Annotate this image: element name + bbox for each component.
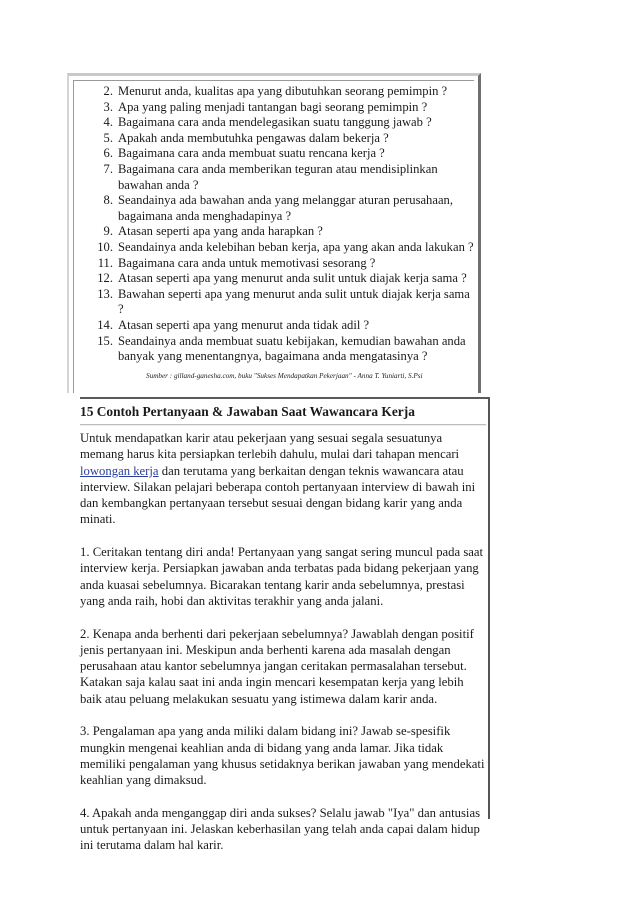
- question-number: 10.: [97, 239, 113, 254]
- question-text: Seandainya anda kelebihan beban kerja, apa yang akan anda lakukan ?: [118, 239, 474, 254]
- question-text: Seandainya ada bawahan anda yang melanggar aturan perusahaan, bagaimana anda menghadapinya ?: [118, 193, 453, 223]
- source-citation: Sumber : gilland-ganesha.com, buku "Sukses Mendapatkan Pekerjaan" - Anna T. Yuniarti, S.Psi: [146, 372, 423, 380]
- question-item: [83, 84, 478, 100]
- intro-text-after: dan terutama yang berkaitan dengan teknis wawancara atau interview. Silakan pelajari beberapa contoh pertanyaan interview di bawah ini dan kembangkan pertanyaan tersebut sesuai dengan bidang karir yang anda minati.: [80, 463, 476, 527]
- intro-paragraph: [80, 430, 486, 528]
- question-text: Apa yang paling menjadi tantangan bagi seorang pemimpin ?: [118, 99, 428, 114]
- question-number: 3.: [103, 99, 113, 114]
- question-text: Atasan seperti apa yang anda harapkan ?: [118, 224, 323, 239]
- article-body: [80, 430, 486, 870]
- question-number: 8.: [103, 193, 113, 208]
- article-panel: [80, 397, 490, 853]
- question-item: [83, 224, 478, 240]
- answer-paragraph-3: 3. Pengalaman apa yang anda miliki dalam bidang ini? Jawab se-spesifik mungkin mengenai keahlian anda di bidang yang anda lamar. Jika tidak memiliki pengalaman yang khusus setidaknya berikan jawaban yang mendekati keahlian yang dimaksud.: [80, 724, 485, 788]
- question-text: Bawahan seperti apa yang menurut anda sulit untuk diajak kerja sama ?: [118, 286, 470, 317]
- questions-list: [83, 84, 478, 365]
- question-text: Bagaimana cara anda membuat suatu rencana kerja ?: [118, 146, 385, 161]
- question-item: [83, 115, 478, 131]
- question-text: Menurut anda, kualitas apa yang dibutuhkan seorang pemimpin ?: [118, 84, 448, 98]
- question-item: [83, 271, 478, 287]
- question-number: 14.: [97, 317, 113, 332]
- question-number: 2.: [103, 84, 113, 98]
- intro-text-before: Untuk mendapatkan karir atau pekerjaan yang sesuai segala sesuatunya memang harus kita persiapkan terlebih dahulu, mulai dari tahapan mencari: [80, 431, 460, 462]
- question-number: 9.: [103, 224, 113, 239]
- question-text: Bagaimana cara anda mendelegasikan suatu tanggung jawab ?: [118, 115, 432, 130]
- question-item: [83, 131, 478, 147]
- question-item: [83, 162, 478, 193]
- question-number: 4.: [103, 115, 113, 130]
- question-number: 13.: [97, 286, 113, 301]
- question-text: Apakah anda membutuhka pengawas dalam bekerja ?: [118, 130, 389, 145]
- question-item: [83, 240, 478, 256]
- question-item: [83, 334, 478, 365]
- question-number: 12.: [97, 271, 113, 286]
- question-item: [83, 318, 478, 334]
- question-text: Bagaimana cara anda memberikan teguran atau mendisiplinkan bawahan anda ?: [118, 161, 438, 192]
- question-item: [83, 146, 478, 162]
- questions-panel: [67, 73, 481, 393]
- answer-paragraph-2: 2. Kenapa anda berhenti dari pekerjaan sebelumnya? Jawablah dengan positif jenis pertanyaan ini. Meskipun anda berhenti karena ada masalah dengan perusahaan atau kantor sebelumnya jangan ceritakan permasalahan tersebut. Katakan saja kalau saat ini anda ingin mencari kesempatan kerja yang lebih baik atau peluang melakukan sesuatu yang istimewa dalam karir anda.: [80, 626, 474, 706]
- question-number: 11.: [97, 255, 113, 270]
- question-number: 6.: [103, 146, 113, 161]
- question-text: Atasan seperti apa yang menurut anda sulit untuk diajak kerja sama ?: [118, 271, 467, 286]
- answer-paragraph-4: 4. Apakah anda menganggap diri anda sukses? Selalu jawab "Iya" dan antusias untuk pertanyaan ini. Jelaskan keberhasilan yang telah anda capai dalam hidup ini terutama dalam hal karir.: [80, 805, 481, 853]
- question-item: [83, 256, 478, 272]
- question-number: 15.: [97, 333, 113, 348]
- question-number: 5.: [103, 130, 113, 145]
- title-divider: [80, 424, 486, 426]
- question-text: Seandainya anda membuat suatu kebijakan, kemudian bawahan anda banyak yang menentangnya, bagaimana anda mengatasinya ?: [118, 333, 466, 364]
- question-text: Atasan seperti apa yang menurut anda tidak adil ?: [118, 317, 370, 332]
- question-text: Bagaimana cara anda untuk memotivasi sesorang ?: [118, 255, 376, 270]
- question-item: [83, 287, 478, 318]
- article-title: 15 Contoh Pertanyaan & Jawaban Saat Wawancara Kerja: [80, 404, 415, 419]
- question-item: [83, 193, 478, 224]
- answer-paragraph-1: 1. Ceritakan tentang diri anda! Pertanyaan yang sangat sering muncul pada saat interview kerja. Persiapkan jawaban anda terbatas pada bidang pekerjaan yang anda kuasai sebelumnya. Bicarakan tentang karir anda sebelumnya, prestasi yang anda raih, hobi dan aktivitas terakhir yang anda jalani.: [80, 545, 484, 608]
- question-item: [83, 100, 478, 116]
- article-top-border: [80, 397, 490, 399]
- lowongan-kerja-link[interactable]: lowongan kerja: [80, 463, 159, 478]
- question-number: 7.: [103, 161, 113, 176]
